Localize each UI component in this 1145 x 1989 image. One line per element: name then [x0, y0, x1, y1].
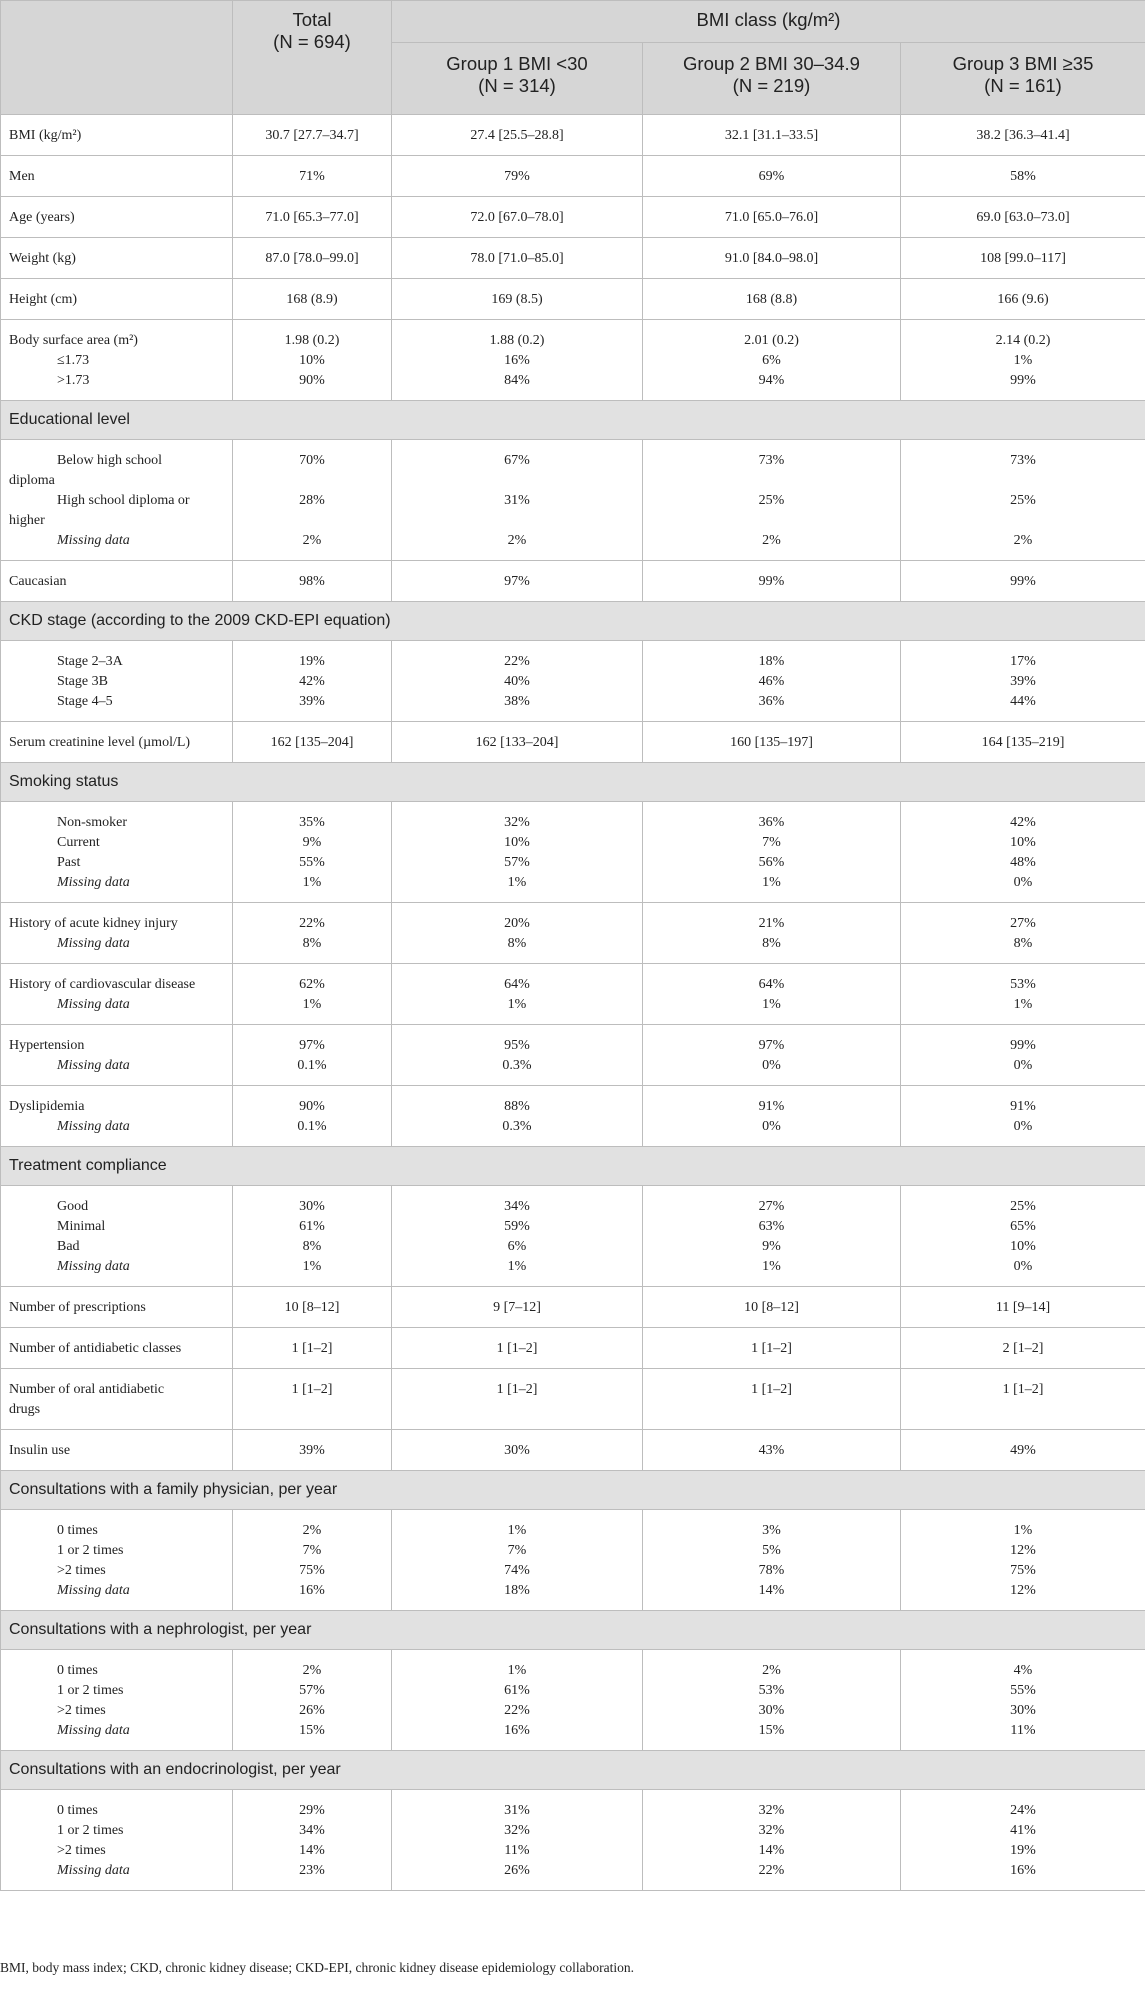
cell-value: 30% [504, 1443, 530, 1458]
cell-value: 0% [762, 1119, 781, 1134]
cell-value: 73% [758, 453, 785, 468]
row-label: History of cardiovascular disease [9, 977, 196, 992]
table-row-smoking [1, 802, 1145, 903]
cell-value: 97% [504, 574, 530, 589]
cell-value: 8% [1013, 936, 1033, 951]
cell-value: 2 [1–2] [1002, 1341, 1044, 1356]
cell-value: 32% [758, 1803, 785, 1818]
section-endocrinologist [1, 1751, 1145, 1790]
row-sublabel: Past [57, 855, 81, 870]
cell-value: 25% [758, 493, 785, 508]
row-label: Insulin use [9, 1443, 71, 1458]
cell-value: 57% [504, 855, 530, 870]
cell-value: 15% [758, 1723, 785, 1738]
cell-value: 32.1 [31.1–33.5] [724, 128, 819, 143]
table-row-age [1, 197, 1145, 238]
cell-value: 90% [299, 373, 325, 388]
cell-value: 75% [1010, 1563, 1036, 1578]
cell-value: 15% [299, 1723, 325, 1738]
cell-value: 2% [507, 533, 527, 548]
row-label: Age (years) [9, 210, 75, 225]
cell-value: 1% [507, 875, 527, 890]
row-label: Height (cm) [9, 292, 78, 307]
cell-value: 1 [1–2] [751, 1382, 792, 1397]
cell-value: 12% [1010, 1543, 1036, 1558]
cell-value: 108 [99.0–117] [980, 251, 1066, 266]
row-sublabel: >2 times [57, 1843, 106, 1858]
row-sublabel: Stage 3B [57, 674, 108, 689]
cell-value: 61% [299, 1219, 325, 1234]
cell-value: 0.1% [297, 1058, 327, 1073]
cell-value: 69% [758, 169, 785, 184]
cell-value: 28% [299, 493, 325, 508]
row-label: Hypertension [9, 1038, 85, 1053]
cell-value: 16% [299, 1583, 325, 1598]
cell-value: 34% [299, 1823, 325, 1838]
cell-value: 10% [504, 835, 530, 850]
row-sublabel: 0 times [57, 1803, 98, 1818]
cell-value: 79% [504, 169, 530, 184]
row-sublabel-missing: Missing data [57, 936, 130, 951]
cell-value: 25% [1010, 1199, 1036, 1214]
cell-value: 14% [299, 1843, 325, 1858]
cell-value: 2% [762, 533, 781, 548]
cell-value: 2% [1013, 533, 1033, 548]
cell-value: 26% [504, 1863, 530, 1878]
cell-value: 55% [299, 855, 325, 870]
section-title: Consultations with an endocrinologist, per year [1, 1751, 1145, 1790]
cell-value: 99% [1010, 574, 1036, 589]
section-title: Consultations with a family physician, per year [1, 1471, 1145, 1510]
cell-value: 1 [1–2] [291, 1341, 333, 1356]
cell-value: 164 [135–219] [981, 735, 1065, 750]
table-row-men [1, 156, 1145, 197]
header-group-n: (N = 161) [984, 75, 1062, 96]
cell-value: 1% [762, 1259, 781, 1274]
cell-value: 22% [758, 1863, 785, 1878]
row-sublabel: 0 times [57, 1663, 98, 1678]
table-row-dyslipidemia [1, 1086, 1145, 1147]
cell-value: 99% [758, 574, 785, 589]
cell-value: 72.0 [67.0–78.0] [470, 210, 564, 225]
section-treatment-compliance [1, 1147, 1145, 1186]
cell-value: 10% [1010, 835, 1036, 850]
row-sublabel: 1 or 2 times [57, 1683, 124, 1698]
row-label: Body surface area (m²) [9, 333, 138, 348]
table-row-bsa [1, 320, 1145, 401]
cell-value: 56% [758, 855, 785, 870]
cell-value: 22% [504, 1703, 530, 1718]
cell-value: 58% [1010, 169, 1036, 184]
header-group-3 [901, 43, 1145, 115]
row-sublabel: Non-smoker [57, 815, 127, 830]
cell-value: 34% [504, 1199, 530, 1214]
cell-value: 0% [1013, 1259, 1033, 1274]
table-row-cvd [1, 964, 1145, 1025]
row-sublabel-missing: Missing data [57, 1583, 130, 1598]
cell-value: 87.0 [78.0–99.0] [265, 251, 359, 266]
table-row-oral-antidiabetic [1, 1369, 1145, 1430]
cell-value: 94% [758, 373, 785, 388]
section-title: Treatment compliance [1, 1147, 1145, 1186]
row-sublabel: Stage 2–3A [57, 654, 123, 669]
cell-value: 99% [1010, 373, 1036, 388]
cell-value: 5% [762, 1543, 781, 1558]
table-row-creatinine [1, 722, 1145, 763]
row-label: Serum creatinine level (µmol/L) [9, 735, 191, 750]
cell-value: 1% [762, 875, 781, 890]
section-title: CKD stage (according to the 2009 CKD-EPI equation) [1, 602, 1145, 641]
cell-value: 1.88 (0.2) [489, 333, 545, 348]
cell-value: 35% [299, 815, 325, 830]
cell-value: 1% [302, 1259, 322, 1274]
cell-value: 78% [758, 1563, 785, 1578]
row-sublabel-missing: Missing data [57, 1259, 130, 1274]
cell-value: 20% [504, 916, 530, 931]
cell-value: 1% [1013, 1523, 1033, 1538]
cell-value: 160 [135–197] [730, 735, 813, 750]
cell-value: 43% [758, 1443, 785, 1458]
table-row-endocrinologist [1, 1790, 1145, 1891]
row-sublabel: Bad [57, 1239, 80, 1254]
cell-value: 36% [758, 815, 785, 830]
row-label: Caucasian [9, 574, 67, 589]
cell-value: 61% [504, 1683, 530, 1698]
cell-value: 39% [1010, 674, 1036, 689]
cell-value: 14% [758, 1583, 785, 1598]
table-row-nephrologist [1, 1650, 1145, 1751]
section-educational-level [1, 401, 1145, 440]
table-row-hypertension [1, 1025, 1145, 1086]
section-family-physician [1, 1471, 1145, 1510]
cell-value: 7% [762, 835, 781, 850]
row-sublabel: Current [57, 835, 100, 850]
cell-value: 40% [504, 674, 530, 689]
cell-value: 166 (9.6) [997, 292, 1049, 307]
cell-value: 0% [762, 1058, 781, 1073]
cell-value: 44% [1010, 694, 1036, 709]
row-sublabel: >1.73 [57, 373, 90, 388]
cell-value: 55% [1010, 1683, 1036, 1698]
cell-value: 57% [299, 1683, 325, 1698]
row-sublabel-wrap: diploma [9, 473, 55, 488]
cell-value: 16% [504, 353, 530, 368]
cell-value: 65% [1010, 1219, 1036, 1234]
row-sublabel-missing: Missing data [57, 1058, 130, 1073]
cell-value: 16% [504, 1723, 530, 1738]
section-title: Consultations with a nephrologist, per year [1, 1611, 1145, 1650]
header-group-1 [392, 43, 643, 115]
cell-value: 10 [8–12] [284, 1300, 340, 1315]
header-total-n: (N = 694) [273, 31, 351, 52]
row-sublabel-missing: Missing data [57, 1723, 130, 1738]
cell-value: 168 (8.8) [745, 292, 798, 307]
table-row-aki [1, 903, 1145, 964]
cell-value: 32% [758, 1823, 785, 1838]
table-row-caucasian [1, 561, 1145, 602]
cell-value: 162 [135–204] [270, 735, 354, 750]
cell-value: 64% [504, 977, 530, 992]
cell-value: 8% [762, 936, 781, 951]
cell-value: 0% [1013, 875, 1033, 890]
cell-value: 41% [1010, 1823, 1036, 1838]
cell-value: 1.98 (0.2) [284, 333, 340, 348]
row-label: Number of oral antidiabetic [9, 1382, 165, 1397]
table-row-antidiabetic-classes [1, 1328, 1145, 1369]
cell-value: 14% [758, 1843, 785, 1858]
table-row-insulin [1, 1430, 1145, 1471]
header-group-n: (N = 219) [732, 75, 811, 96]
table-row-compliance [1, 1186, 1145, 1287]
cell-value: 78.0 [71.0–85.0] [470, 251, 564, 266]
cell-value: 22% [504, 654, 530, 669]
cell-value: 8% [507, 936, 527, 951]
cell-value: 1 [1–2] [291, 1382, 333, 1397]
cell-value: 95% [504, 1038, 530, 1053]
cell-value: 97% [758, 1038, 785, 1053]
cell-value: 6% [762, 353, 781, 368]
cell-value: 84% [504, 373, 530, 388]
cell-value: 9 [7–12] [493, 1300, 541, 1315]
cell-value: 1 [1–2] [496, 1382, 538, 1397]
table-row-height [1, 279, 1145, 320]
cell-value: 4% [1013, 1663, 1033, 1678]
row-sublabel-missing: Missing data [57, 997, 130, 1012]
cell-value: 53% [1010, 977, 1036, 992]
row-sublabel: ≤1.73 [57, 353, 90, 368]
cell-value: 74% [504, 1563, 530, 1578]
row-sublabel: Minimal [57, 1219, 106, 1234]
cell-value: 64% [758, 977, 785, 992]
row-sublabel-missing: Missing data [57, 1863, 130, 1878]
cell-value: 1 [1–2] [496, 1341, 538, 1356]
section-smoking-status [1, 763, 1145, 802]
cell-value: 8% [302, 1239, 322, 1254]
cell-value: 38% [504, 694, 530, 709]
header-total-label: Total [292, 9, 332, 30]
cell-value: 10 [8–12] [744, 1300, 799, 1315]
table-row-ckd [1, 641, 1145, 722]
cell-value: 11% [504, 1843, 530, 1858]
row-label-wrap: drugs [9, 1402, 41, 1417]
cell-value: 75% [299, 1563, 325, 1578]
cell-value: 30% [299, 1199, 325, 1214]
cell-value: 19% [299, 654, 325, 669]
cell-value: 98% [299, 574, 325, 589]
cell-value: 49% [1010, 1443, 1036, 1458]
cell-value: 27% [758, 1199, 785, 1214]
cell-value: 71.0 [65.0–76.0] [724, 210, 819, 225]
cell-value: 62% [299, 977, 325, 992]
cell-value: 0.3% [502, 1058, 532, 1073]
cell-value: 18% [758, 654, 785, 669]
row-label: Dyslipidemia [9, 1099, 85, 1114]
cell-value: 16% [1010, 1863, 1036, 1878]
section-ckd-stage [1, 602, 1145, 641]
cell-value: 1 [1–2] [751, 1341, 792, 1356]
cell-value: 11 [9–14] [995, 1300, 1051, 1315]
cell-value: 2% [302, 533, 322, 548]
cell-value: 59% [504, 1219, 530, 1234]
cell-value: 70% [299, 453, 325, 468]
cell-value: 0% [1013, 1119, 1033, 1134]
cell-value: 46% [758, 674, 785, 689]
cell-value: 2% [762, 1663, 781, 1678]
row-sublabel-wrap: higher [9, 513, 45, 528]
header-bmi-class [392, 1, 1145, 43]
cell-value: 2.14 (0.2) [995, 333, 1051, 348]
table-row-weight [1, 238, 1145, 279]
cell-value: 88% [504, 1099, 530, 1114]
cell-value: 29% [299, 1803, 325, 1818]
cell-value: 168 (8.9) [286, 292, 338, 307]
table-row-education [1, 440, 1145, 561]
cell-value: 10% [1010, 1239, 1036, 1254]
header-group-n: (N = 314) [478, 75, 556, 96]
cell-value: 42% [299, 674, 325, 689]
row-sublabel-missing: Missing data [57, 533, 130, 548]
cell-value: 1 [1–2] [1002, 1382, 1044, 1397]
section-title: Smoking status [1, 763, 1145, 802]
row-sublabel: 1 or 2 times [57, 1543, 124, 1558]
cell-value: 1% [507, 997, 527, 1012]
cell-value: 67% [504, 453, 530, 468]
row-label: Weight (kg) [9, 251, 76, 266]
cell-value: 2% [302, 1663, 322, 1678]
cell-value: 7% [507, 1543, 527, 1558]
section-title: Educational level [1, 401, 1145, 440]
cell-value: 31% [504, 493, 530, 508]
cell-value: 17% [1010, 654, 1036, 669]
table-row-bmi [1, 115, 1145, 156]
cell-value: 69.0 [63.0–73.0] [976, 210, 1070, 225]
cell-value: 23% [299, 1863, 325, 1878]
cell-value: 39% [299, 694, 325, 709]
cell-value: 19% [1010, 1843, 1036, 1858]
cell-value: 42% [1010, 815, 1036, 830]
cell-value: 27% [1010, 916, 1036, 931]
cell-value: 30% [758, 1703, 785, 1718]
row-sublabel: 1 or 2 times [57, 1823, 124, 1838]
cell-value: 24% [1010, 1803, 1036, 1818]
cell-value: 0.1% [297, 1119, 327, 1134]
row-sublabel: Good [57, 1199, 89, 1214]
cell-value: 8% [302, 936, 322, 951]
header-group-label: Group 1 BMI <30 [446, 53, 588, 74]
cell-value: 1% [1013, 353, 1033, 368]
cell-value: 11% [1010, 1723, 1036, 1738]
cell-value: 169 (8.5) [491, 292, 543, 307]
row-sublabel-missing: Missing data [57, 875, 130, 890]
header-bmi-class-label: BMI class (kg/m²) [696, 9, 841, 30]
row-label: Men [9, 169, 35, 184]
row-label: Number of prescriptions [9, 1300, 146, 1315]
cell-value: 71.0 [65.3–77.0] [265, 210, 359, 225]
cell-value: 27.4 [25.5–28.8] [470, 128, 564, 143]
cell-value: 9% [762, 1239, 781, 1254]
cell-value: 1% [507, 1259, 527, 1274]
header-group-label: Group 3 BMI ≥35 [952, 53, 1094, 74]
cell-value: 9% [302, 835, 322, 850]
cell-value: 53% [758, 1683, 785, 1698]
cell-value: 73% [1010, 453, 1036, 468]
cell-value: 7% [302, 1543, 322, 1558]
header-group-label: Group 2 BMI 30–34.9 [683, 53, 860, 74]
cell-value: 2.01 (0.2) [744, 333, 799, 348]
cell-value: 25% [1010, 493, 1036, 508]
cell-value: 32% [504, 815, 530, 830]
cell-value: 12% [1010, 1583, 1036, 1598]
row-sublabel: 0 times [57, 1523, 98, 1538]
cell-value: 18% [504, 1583, 530, 1598]
cell-value: 10% [299, 353, 325, 368]
cell-value: 6% [507, 1239, 527, 1254]
cell-value: 91% [758, 1099, 785, 1114]
header-group-2 [643, 43, 901, 115]
cell-value: 1% [302, 875, 322, 890]
header-total [233, 1, 392, 115]
row-label: History of acute kidney injury [9, 916, 178, 931]
cell-value: 99% [1010, 1038, 1036, 1053]
cell-value: 1% [1013, 997, 1033, 1012]
cell-value: 63% [758, 1219, 785, 1234]
cell-value: 1% [762, 997, 781, 1012]
row-label: Number of antidiabetic classes [9, 1341, 182, 1356]
cell-value: 91.0 [84.0–98.0] [724, 251, 819, 266]
table-footnote: BMI, body mass index; CKD, chronic kidney disease; CKD-EPI, chronic kidney disease epidemiology collaboration. [0, 1960, 634, 1975]
cell-value: 30% [1010, 1703, 1036, 1718]
cell-value: 31% [504, 1803, 530, 1818]
cell-value: 1% [507, 1663, 527, 1678]
cell-value: 48% [1010, 855, 1036, 870]
section-nephrologist [1, 1611, 1145, 1650]
row-sublabel: Below high school [57, 453, 162, 468]
cell-value: 1% [302, 997, 322, 1012]
cell-value: 91% [1010, 1099, 1036, 1114]
row-sublabel: Stage 4–5 [57, 694, 113, 709]
cell-value: 3% [762, 1523, 781, 1538]
row-sublabel: High school diploma or [57, 493, 190, 508]
cell-value: 90% [299, 1099, 325, 1114]
cell-value: 39% [299, 1443, 325, 1458]
cell-value: 22% [299, 916, 325, 931]
table-row-prescriptions [1, 1287, 1145, 1328]
cell-value: 0.3% [502, 1119, 532, 1134]
cell-value: 2% [302, 1523, 322, 1538]
cell-value: 0% [1013, 1058, 1033, 1073]
cell-value: 71% [299, 169, 325, 184]
row-sublabel-missing: Missing data [57, 1119, 130, 1134]
cell-value: 36% [758, 694, 785, 709]
cell-value: 38.2 [36.3–41.4] [976, 128, 1070, 143]
cell-value: 32% [504, 1823, 530, 1838]
cell-value: 26% [299, 1703, 325, 1718]
row-sublabel: >2 times [57, 1563, 106, 1578]
table-row-family-physician [1, 1510, 1145, 1611]
cell-value: 1% [507, 1523, 527, 1538]
cell-value: 30.7 [27.7–34.7] [265, 128, 359, 143]
cell-value: 97% [299, 1038, 325, 1053]
row-label: BMI (kg/m²) [9, 128, 82, 143]
header-empty-cell [1, 1, 233, 115]
row-sublabel: >2 times [57, 1703, 106, 1718]
cell-value: 162 [133–204] [475, 735, 559, 750]
cell-value: 21% [758, 916, 785, 931]
